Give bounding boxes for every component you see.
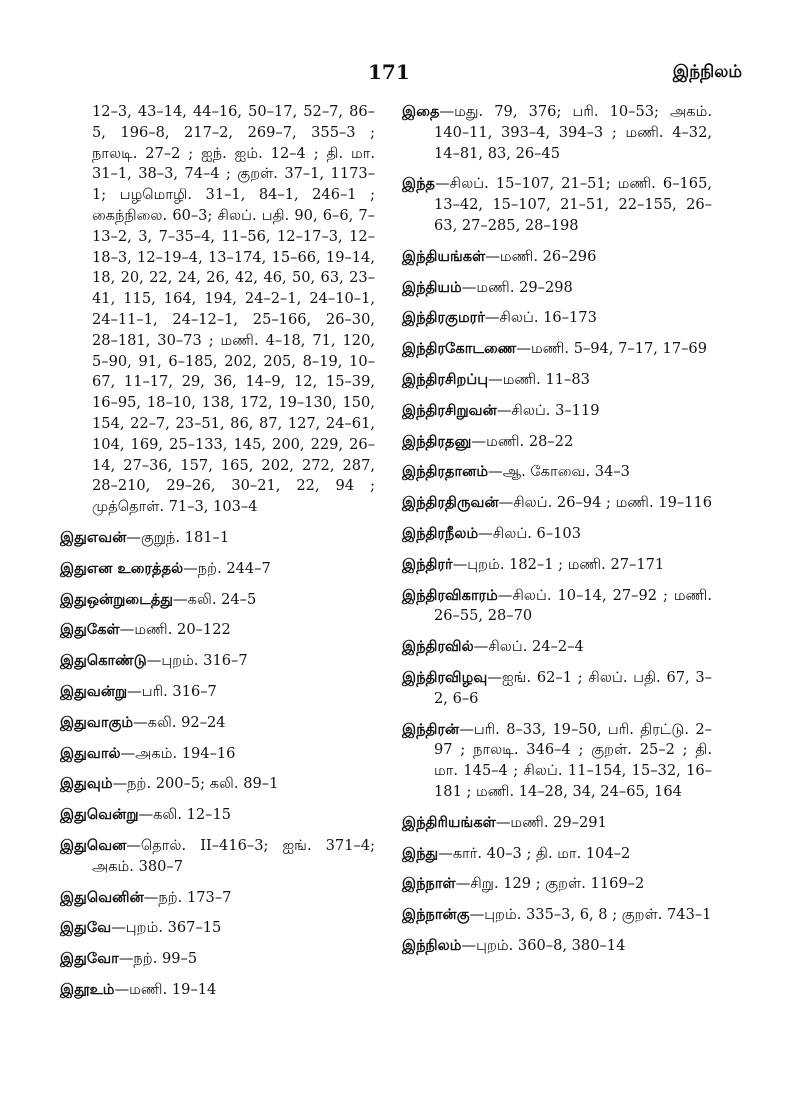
- entry-headword: இந்தியங்கள்: [402, 247, 486, 265]
- entry-headword: இதுஒன்றுடைத்து: [60, 590, 174, 608]
- entry-headword: இந்திரன்: [402, 720, 460, 738]
- entry-references: —புறம். 367–15: [111, 919, 222, 937]
- index-entry: [402, 720, 712, 803]
- entry-references: —சிலப். 10–14, 27–92 ; மணி. 26–55, 28–70: [434, 586, 712, 625]
- index-entry: [60, 651, 375, 672]
- entry-references: —சிலப். 26–94 ; மணி. 19–116: [498, 494, 713, 512]
- entry-references: —மணி. 11–83: [488, 370, 590, 388]
- entry-headword: இதுகொண்டு: [60, 652, 147, 670]
- entry-references: —ஐங். 62–1 ; சிலப். பதி. 67, 3–2, 6–6: [434, 668, 712, 707]
- index-entry: [402, 432, 712, 453]
- entry-references: —பரி. 316–7: [127, 682, 217, 700]
- index-entry: [60, 805, 375, 826]
- entry-references: —ஆ. கோவை. 34–3: [488, 463, 630, 481]
- entry-headword: இந்நாள்: [402, 875, 456, 893]
- entry-headword: இந்திரகோடணை: [402, 340, 517, 358]
- entry-references: —நற். 99–5: [118, 950, 198, 968]
- entry-headword: இதுவெனின்: [60, 888, 144, 906]
- entry-headword: இதுஎன உரைத்தல்: [60, 559, 184, 577]
- entry-references: —புறம். 335–3, 6, 8 ; குறள். 743–1: [469, 906, 712, 924]
- index-entry: [402, 668, 712, 710]
- index-entry: [60, 620, 375, 641]
- index-entry: [402, 462, 712, 483]
- index-entry: [402, 555, 712, 576]
- index-entry: [402, 102, 712, 164]
- entry-headword: இந்நிலம்: [402, 936, 462, 954]
- index-entry: [60, 918, 375, 939]
- entry-references: —கலி. 24–5: [173, 590, 257, 608]
- entry-headword: இந்திரதிருவன்: [402, 494, 499, 512]
- page-number: 171: [368, 60, 410, 84]
- entry-headword: இதுவாகும்: [60, 713, 134, 731]
- index-entry: [402, 247, 712, 268]
- entry-references: —தொல். II–416–3; ஐங். 371–4; அகம். 380–7: [92, 836, 375, 875]
- index-entry: [60, 744, 375, 765]
- index-entry: [402, 874, 712, 895]
- entry-headword: இதுகேள்: [60, 621, 120, 639]
- entry-references: —மணி. 20–122: [119, 621, 231, 639]
- entry-references: —புறம். 316–7: [146, 652, 248, 670]
- entry-headword: இந்திரசிறப்பு: [402, 370, 489, 388]
- entry-headword: இதுவோ: [60, 950, 119, 968]
- entry-references: —புறம். 182–1 ; மணி. 27–171: [452, 555, 665, 573]
- entry-references: —மணி. 19–14: [114, 980, 217, 998]
- index-entry: [60, 774, 375, 795]
- entry-headword: இதுவும்: [60, 775, 113, 793]
- entry-references: —நற். 173–7: [143, 888, 232, 906]
- entry-headword: இதுவே: [60, 919, 112, 937]
- entry-references: —கார். 40–3 ; தி. மா. 104–2: [438, 844, 631, 862]
- entry-headword: இந்திரவில்: [402, 638, 474, 656]
- entry-headword: இந்திரவிகாரம்: [402, 586, 498, 604]
- entry-references: —நற். 200–5; கலி. 89–1: [112, 775, 279, 793]
- entry-references: 12–3, 43–14, 44–16, 50–17, 52–7, 86–5, 196–8, 217–2, 269–7, 355–3 ; நாலடி. 27–2 ; ஐந். ஐம். 12–4 ; தி. மா. 31–1, 38–3, 74–4 ; குறள். 37–1, 1173–1; பழமொழி. 31–1, 84–1, 246–1 ; கைந்நிலை. 60–3; சிலப். பதி. 90, 6–6, 7–13–2, 3, 7–35–4, 11–56, 12–17–3, 12–18–3, 12–19–4, 13–174, 15–66, 19–14, 18, 20, 22, 24, 26, 42, 46, 50, 63, 23–41, 115, 164, 194, 24–2–1, 24–10–1, 24–11–1, 24–12–1, 25–166, 26–30, 28–181, 30–73 ; மணி. 4–18, 71, 120, 5–90, 91, 6–185, 202, 205, 8–19, 10–67, 11–17, 29, 36, 14–9, 12, 15–39, 16–95, 18–10, 138, 172, 19–130, 150, 154, 22–7, 23–51, 86, 87, 127, 24–61, 104, 169, 25–133, 145, 200, 229, 26–14, 27–36, 157, 165, 202, 272, 287, 28–210, 29–26, 30–21, 22, 94 ; முத்தொள். 71–3, 103–4: [92, 103, 375, 516]
- entry-headword: இந்திரியங்கள்: [402, 813, 496, 831]
- index-entry: [402, 493, 712, 514]
- index-entry: [402, 308, 712, 329]
- entry-headword: இதுவால்: [60, 744, 121, 762]
- index-entry: [60, 980, 375, 1001]
- entry-references: —நற். 244–7: [183, 559, 271, 577]
- entry-headword: இந்திரவிழவு: [402, 668, 488, 686]
- entry-headword: இதை: [402, 103, 440, 120]
- entry-headword: இந்நான்கு: [402, 906, 470, 924]
- entry-headword: இதுவன்று: [60, 682, 128, 700]
- index-entry: [60, 713, 375, 734]
- entry-headword: இதுவென: [60, 836, 127, 854]
- index-entry: [402, 174, 712, 236]
- index-entry: [402, 339, 712, 360]
- entry-references: —மணி. 5–94, 7–17, 17–69: [516, 340, 707, 358]
- right-index-column: [402, 102, 712, 967]
- index-entry: [60, 559, 375, 580]
- index-entry: [60, 949, 375, 970]
- index-entry: [60, 590, 375, 611]
- entry-references: —மணி. 29–291: [495, 813, 607, 831]
- entry-references: —மணி. 28–22: [471, 432, 574, 450]
- entry-headword: இந்திரநீலம்: [402, 524, 479, 542]
- entry-references: —கலி. 12–15: [138, 806, 232, 824]
- index-entry: [402, 844, 712, 865]
- index-entry: [60, 102, 375, 518]
- index-entry: [60, 888, 375, 909]
- entry-references: —சிலப். 24–2–4: [473, 638, 584, 656]
- entry-headword: இந்திரர்: [402, 555, 453, 573]
- entry-references: —அகம். 194–16: [120, 744, 236, 762]
- index-entry: [402, 813, 712, 834]
- entry-headword: இந்தியம்: [402, 278, 462, 296]
- index-entry: [402, 401, 712, 422]
- index-entry: [60, 682, 375, 703]
- entry-references: —சிலப். 15–107, 21–51; மணி. 6–165, 13–42, 15–107, 21–51, 22–155, 26–63, 27–285, 28–198: [434, 175, 712, 234]
- index-entry: [402, 905, 712, 926]
- entry-references: —மணி. 26–296: [485, 247, 597, 265]
- entry-references: —கலி. 92–24: [133, 713, 226, 731]
- index-entry: [402, 524, 712, 545]
- index-entry: [60, 528, 375, 549]
- entry-references: —குறுந். 181–1: [126, 528, 230, 546]
- running-head: இந்நிலம்: [672, 62, 742, 82]
- index-entry: [60, 836, 375, 878]
- entry-references: —பரி. 8–33, 19–50, பரி. திரட்டு. 2–97 ; நாலடி. 346–4 ; குறள். 25–2 ; தி. மா. 145–4 ; சிலப். 11–154, 15–32, 16–181 ; மணி. 14–28, 34, 24–65, 164: [434, 720, 712, 800]
- index-entry: [402, 278, 712, 299]
- entry-headword: இதூஉம்: [60, 980, 115, 998]
- index-entry: [402, 586, 712, 628]
- entry-headword: இதுஎவன்: [60, 528, 127, 546]
- left-index-column: [60, 102, 375, 1011]
- entry-references: —சிலப். 16–173: [484, 309, 597, 327]
- entry-headword: இந்திரசிறுவன்: [402, 401, 497, 419]
- entry-headword: இந்த: [402, 175, 436, 193]
- index-entry: [402, 637, 712, 658]
- entry-references: —சிறு. 129 ; குறள். 1169–2: [455, 875, 645, 893]
- entry-headword: இந்திரகுமரர்: [402, 309, 485, 327]
- index-entry: [402, 370, 712, 391]
- entry-headword: இந்து: [402, 844, 439, 862]
- entry-references: —புறம். 360–8, 380–14: [461, 936, 626, 954]
- entry-references: —சிலப். 6–103: [478, 524, 581, 542]
- index-entry: [402, 936, 712, 957]
- entry-references: —மணி. 29–298: [461, 278, 573, 296]
- entry-headword: இந்திரதானம்: [402, 463, 489, 481]
- entry-references: —சிலப். 3–119: [496, 401, 600, 419]
- entry-headword: இந்திரதனு: [402, 432, 472, 450]
- entry-headword: இதுவென்று: [60, 806, 139, 824]
- entry-references: —மது. 79, 376; பரி. 10–53; அகம். 140–11, 393–4, 394–3 ; மணி. 4–32, 14–81, 83, 26–45: [434, 103, 712, 162]
